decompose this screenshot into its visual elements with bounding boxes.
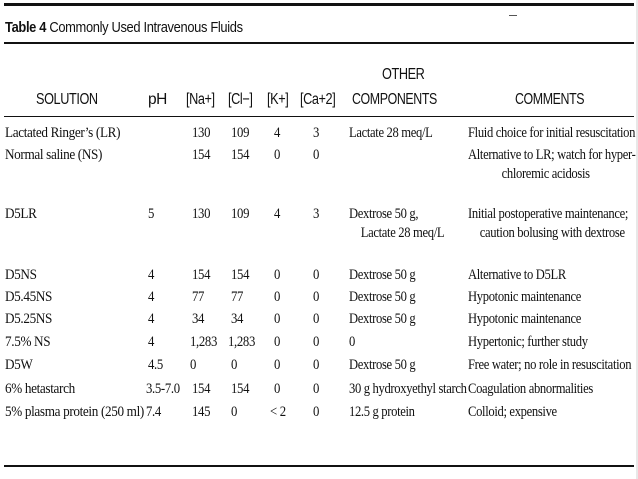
- cell-other: [349, 205, 444, 243]
- cell-other: 30 g hydroxyethyl starch: [349, 381, 467, 397]
- cell-solution: D5.25NS: [5, 311, 53, 327]
- cell-ca: 0: [313, 147, 320, 163]
- col-header-other-line2: COMPONENTS: [352, 91, 437, 108]
- cell-cl: 77: [231, 289, 244, 305]
- cell-na: 1,283: [190, 334, 218, 350]
- cell-k: 4: [274, 125, 281, 141]
- cell-solution: Lactated Ringer’s (LR): [5, 125, 121, 141]
- cell-other: 0: [349, 334, 355, 350]
- cell-cl: 154: [231, 381, 250, 397]
- cell-other: Lactate 28 meq/L: [349, 125, 433, 141]
- cell-cl: 109: [231, 125, 250, 141]
- cell-comments: Hypotonic maintenance: [468, 311, 581, 327]
- cell-cl: 34: [231, 311, 244, 327]
- cell-k: 0: [274, 334, 281, 350]
- cell-na: 130: [192, 125, 211, 141]
- cell-na: 77: [192, 289, 205, 305]
- cell-cl: 0: [231, 357, 238, 373]
- cell-ca: 3: [313, 206, 320, 222]
- cell-comments: Free water; no role in resuscitation: [468, 357, 632, 373]
- cell-other: 12.5 g protein: [349, 404, 415, 420]
- comment-line: chloremic acidosis: [501, 166, 590, 182]
- cell-cl: 0: [231, 404, 238, 420]
- cell-solution: Normal saline (NS): [5, 147, 103, 163]
- cell-cl: 154: [231, 147, 250, 163]
- cell-na: 0: [190, 357, 197, 373]
- comment-line: Initial postoperative maintenance;: [468, 206, 629, 222]
- col-header-comments: COMMENTS: [515, 91, 585, 108]
- cell-ca: 0: [313, 357, 320, 373]
- other-line: Dextrose 50 g,: [349, 206, 419, 222]
- other-line: Lactate 28 meq/L: [360, 225, 445, 241]
- col-header-na: [Na+]: [186, 91, 215, 108]
- cell-other: Dextrose 50 g: [349, 289, 416, 305]
- table-bottom-rule: [4, 465, 634, 467]
- table-title-text: Commonly Used Intravenous Fluids: [49, 19, 243, 36]
- cell-comments: Coagulation abnormalities: [468, 381, 593, 397]
- cell-other: Dextrose 50 g: [349, 267, 416, 283]
- cell-ca: 0: [313, 311, 320, 327]
- cell-k: 0: [274, 381, 281, 397]
- cell-ca: 0: [313, 289, 320, 305]
- cell-comments: [468, 205, 628, 243]
- cell-cl: 1,283: [228, 334, 256, 350]
- cell-ca: 3: [313, 125, 320, 141]
- col-header-k: [K+]: [267, 91, 289, 108]
- cell-ca: 0: [313, 267, 320, 283]
- scan-mark: [509, 15, 517, 16]
- col-header-ca: [Ca+2]: [300, 91, 336, 108]
- cell-k: 0: [274, 311, 281, 327]
- table-title: [5, 19, 243, 36]
- cell-ph: 4: [148, 334, 155, 350]
- cell-na: 145: [192, 404, 211, 420]
- cell-other: Dextrose 50 g: [349, 357, 416, 373]
- comment-line: Alternative to LR; watch for hyper-: [468, 147, 636, 163]
- cell-solution: 7.5% NS: [5, 334, 51, 350]
- col-header-solution: SOLUTION: [36, 91, 98, 108]
- cell-na: 34: [192, 311, 205, 327]
- cell-ca: 0: [313, 381, 320, 397]
- cell-comments: [468, 146, 635, 184]
- col-header-cl: [Cl−]: [228, 91, 253, 108]
- cell-k: 0: [274, 289, 281, 305]
- cell-ca: 0: [313, 334, 320, 350]
- col-header-other-line1: OTHER: [382, 66, 425, 83]
- header-top-rule: [4, 42, 634, 44]
- cell-ph: 4: [148, 267, 155, 283]
- cell-na: 154: [192, 267, 211, 283]
- cell-solution: 6% hetastarch: [5, 381, 75, 397]
- cell-cl: 109: [231, 206, 250, 222]
- cell-comments: Colloid; expensive: [468, 404, 557, 420]
- cell-k: 4: [274, 206, 281, 222]
- comment-line: caution bolusing with dextrose: [479, 225, 625, 241]
- cell-ph: 3.5-7.0: [146, 381, 180, 397]
- cell-comments: Hypertonic; further study: [468, 334, 588, 350]
- cell-na: 130: [192, 206, 211, 222]
- cell-k: 0: [274, 267, 281, 283]
- cell-comments: Hypotonic maintenance: [468, 289, 581, 305]
- header-bottom-rule: [4, 116, 634, 117]
- cell-ph: 4: [148, 289, 155, 305]
- cell-other: Dextrose 50 g: [349, 311, 416, 327]
- cell-solution: 5% plasma protein (250 ml): [5, 404, 144, 420]
- cell-solution: D5NS: [5, 267, 37, 283]
- col-header-ph: pH: [148, 91, 167, 108]
- cell-cl: 154: [231, 267, 250, 283]
- cell-na: 154: [192, 381, 211, 397]
- cell-k: < 2: [270, 404, 286, 420]
- cell-ph: 5: [148, 206, 155, 222]
- top-border: [4, 3, 634, 6]
- cell-ca: 0: [313, 404, 320, 420]
- cell-solution: D5.45NS: [5, 289, 53, 305]
- cell-na: 154: [192, 147, 211, 163]
- cell-solution: D5LR: [5, 206, 37, 222]
- cell-solution: D5W: [5, 357, 33, 373]
- cell-k: 0: [274, 357, 281, 373]
- cell-ph: 7.4: [146, 404, 161, 420]
- cell-comments: Alternative to D5LR: [468, 267, 566, 283]
- cell-k: 0: [274, 147, 281, 163]
- cell-ph: 4.5: [148, 357, 163, 373]
- cell-comments: Fluid choice for initial resuscitation: [468, 125, 636, 141]
- cell-ph: 4: [148, 311, 155, 327]
- table-label: Table 4: [5, 19, 47, 36]
